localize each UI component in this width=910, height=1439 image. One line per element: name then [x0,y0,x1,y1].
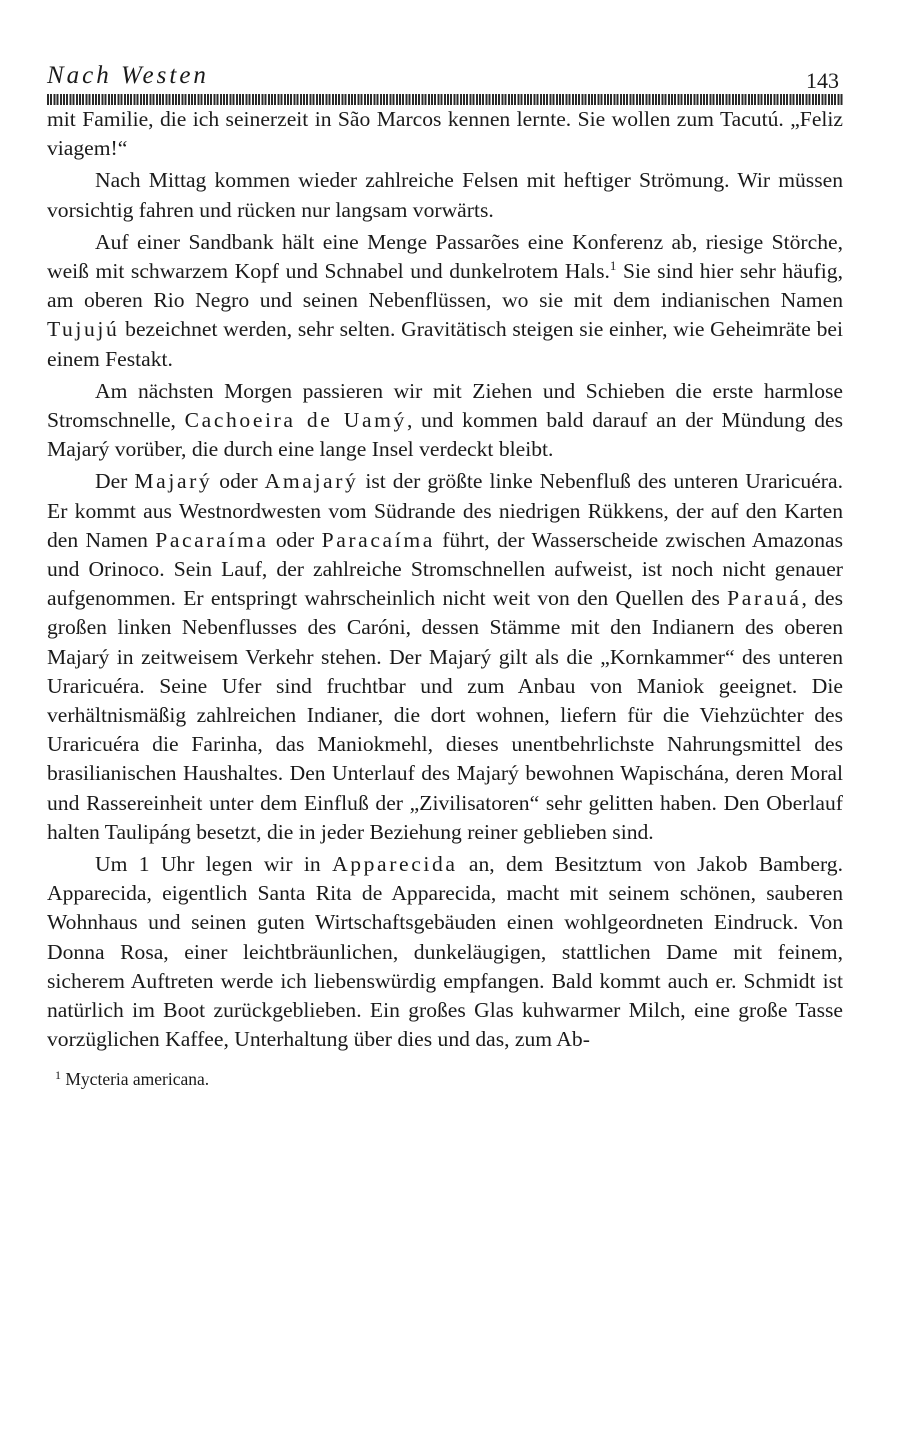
spaced-term-cachoeira: Cachoeira de Uamý [184,408,407,433]
page-number: 143 [806,68,839,93]
paragraph-5-text-i: führt, der Wasserscheide zwischen Amazonas und Orinoco. Sein Lauf, der zahlreiche Stromschnellen aufweist, ist noch nicht genauer aufgenommen. Er entspringt wahrscheinlich nicht weit von den Quellen des [47,527,843,611]
paragraph-5-text-e: ist der größte linke Nebenfluß des unteren Uraricuéra. Er kommt aus Westnordwesten vom Südrande des niedrigen Rükkens, der auf den Karten den Namen [47,469,843,552]
paragraph-3-text-d: bezeichnet werden, sehr selten. Gravitätisch steigen sie einher, wie Geheimräte bei einem Festakt. [47,317,843,371]
paragraph-6-text-c: an, dem Besitztum von Jakob Bamberg. Apparecida, eigentlich Santa Rita de Apparecida, macht mit seinem schönen, sauberen Wohnhaus und seinen guten Wirtschaftsgebäuden einen wohlgeordneten Eindruck. Von Donna Rosa, einer leichtbräunlichen, dunkeläugigen, stattlichen Dame mit feinem, sicherem Auftreten werde ich liebenswürdig empfangen. Bald kommt auch er. Schmidt ist natürlich im Boot zurückgeblieben. Ein großes Glas kuhwarmer Milch, eine große Tasse vorzüglichen Kaffee, Unterhaltung über dies und das, zum Ab- [47,852,843,1052]
paragraph-3-text-a: Auf einer Sandbank hält eine Menge Passarões eine Konferenz ab, riesige Störche, weiß mit schwarzem Kopf und Schnabel und dunkelrotem Hals. [47,229,843,284]
paragraph-4-text-c: , und kommen bald darauf an der Mündung des Majarý vorüber, die durch eine lange Insel verdeckt bleibt. [47,408,843,462]
paragraph-3 [47,228,843,374]
footnote [47,1067,843,1091]
spaced-term-amajary: Amajarý [264,469,359,494]
footnote-reference: 1 [609,258,617,274]
spaced-term-tujuju: Tujujú [47,317,120,342]
paragraph-6 [47,850,843,1054]
spaced-term-apparecida: Apparecida [332,852,458,877]
paragraph-2: Nach Mittag kommen wieder zahlreiche Felsen mit heftiger Strömung. Wir müssen vorsichtig fahren und rücken nur langsam vorwärts. [47,168,843,222]
footnote-text: Mycteria americana. [61,1068,210,1089]
paragraph-1: mit Familie, die ich seinerzeit in São Marcos kennen lernte. Sie wollen zum Tacutú. „Feliz viagem!“ [47,107,843,161]
spaced-term-pacaraima: Pacaraíma [155,527,269,552]
spaced-term-majary: Majarý [134,469,213,494]
paragraph-4-text-a: Am nächsten Morgen passieren wir mit Ziehen und Schieben die erste harmlose Stromschnelle, [47,378,843,433]
footnote-mark: 1 [55,1067,61,1082]
book-page [47,62,843,1091]
paragraph-5-text-k: , des großen linken Nebenflusses des Caróni, dessen Stämme mit den Indianern des oberen Majarý in zeitweisem Verkehr stehen. Der Majarý gilt als die „Kornkammer“ des unteren Uraricuéra. Seine Ufer sind fruchtbar und zum Anbau von Maniok geeignet. Die verhältnismäßig zahlreichen Indianer, die dort wohnen, liefern für die Viehzüchter des Uraricuéra die Farinha, das Maniokmehl, dieses unentbehrlichste Nahrungsmittel des brasilianischen Haushaltes. Den Unterlauf des Majarý bewohnen Wapischána, deren Moral und Rassereinheit unter dem Einfluß der „Zivilisatoren“ sehr gelitten haben. Den Oberlauf halten Taulipáng besetzt, die in jeder Beziehung reiner geblieben sind. [47,586,843,844]
running-title: Nach Westen [47,62,209,89]
paragraph-3-text-b: Sie sind hier sehr häufig, am oberen Rio Negro und seinen Nebenflüssen, wo sie mit dem indianischen Namen [47,259,843,313]
paragraph-4 [47,377,843,465]
paragraph-6-text-a: Um 1 Uhr legen wir in [95,852,333,877]
body-text [47,105,843,1055]
header-rule [47,94,843,105]
page-header [47,62,843,92]
spaced-term-paracaima: Paracaíma [321,527,435,552]
paragraph-5-text-c: oder [212,469,265,494]
spaced-term-paraua: Parauá [727,586,802,611]
paragraph-5 [47,467,843,847]
paragraph-5-text-g: oder [268,527,322,552]
paragraph-5-text-a: Der [95,469,135,494]
